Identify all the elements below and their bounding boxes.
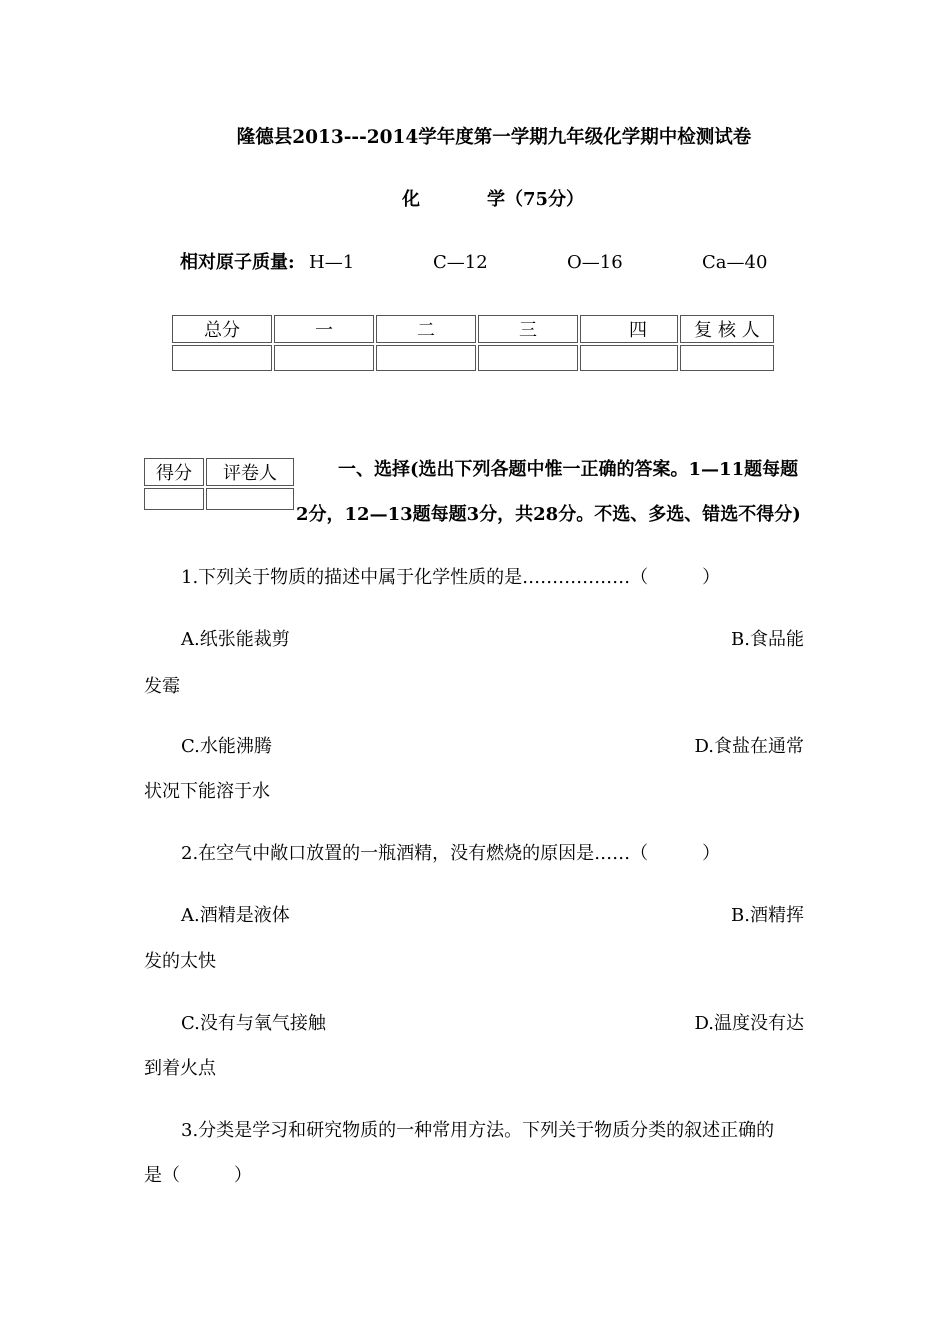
question-2-option-d-wrap: 到着火点: [144, 1058, 216, 1079]
score-cell-1: [274, 345, 374, 371]
question-1-option-b: B.食品能: [731, 629, 804, 650]
score-cell-4: [580, 345, 678, 371]
question-2-option-c: C.没有与氧气接触: [181, 1013, 326, 1034]
score-header-reviewer: 复 核 人: [680, 315, 774, 343]
question-1-option-a: A.纸张能裁剪: [181, 629, 290, 650]
grader-header-score: 得分: [144, 458, 204, 486]
score-cell-total: [172, 345, 272, 371]
score-cell-2: [376, 345, 476, 371]
subject-left: 化: [402, 189, 420, 210]
score-header-3: 三: [478, 315, 578, 343]
question-1-option-d-wrap: 状况下能溶于水: [144, 781, 270, 802]
atomic-mass-o: O—16: [567, 252, 623, 273]
atomic-mass-h: H—1: [309, 252, 355, 273]
score-header-4: 四: [580, 315, 678, 343]
question-3-stem-line2: 是（ ）: [144, 1165, 252, 1186]
score-table-header-row: [172, 315, 774, 343]
score-summary-table: [170, 313, 776, 373]
question-2-option-d: D.温度没有达: [694, 1013, 804, 1034]
score-header-2: 二: [376, 315, 476, 343]
question-1-option-d: D.食盐在通常: [694, 736, 804, 757]
score-table-entry-row: [172, 345, 774, 371]
section1-heading-line1: 一、选择(选出下列各题中惟一正确的答案。1—11题每题: [338, 459, 799, 480]
question-2-stem: 2.在空气中敞口放置的一瓶酒精，没有燃烧的原因是……（ ）: [181, 843, 721, 864]
score-header-total: 总分: [172, 315, 272, 343]
atomic-mass-c: C—12: [433, 252, 488, 273]
question-1-option-b-wrap: 发霉: [144, 676, 180, 697]
section1-grader-table: [142, 456, 296, 512]
grader-cell-grader: [206, 488, 294, 510]
section1-heading-line2: 2分，12—13题每题3分，共28分。不选、多选、错选不得分): [296, 504, 801, 525]
score-cell-reviewer: [680, 345, 774, 371]
atomic-mass-ca: Ca—40: [702, 252, 768, 273]
question-1-stem: 1.下列关于物质的描述中属于化学性质的是………………（ ）: [181, 567, 721, 588]
question-3-stem-line1: 3.分类是学习和研究物质的一种常用方法。下列关于物质分类的叙述正确的: [181, 1120, 775, 1141]
question-2-option-b-wrap: 发的太快: [144, 951, 216, 972]
atomic-mass-label: 相对原子质量:: [180, 252, 295, 273]
score-header-1: 一: [274, 315, 374, 343]
question-2-option-b: B.酒精挥: [731, 905, 804, 926]
question-2-option-a: A.酒精是液体: [181, 905, 290, 926]
document-title: 隆德县2013---2014学年度第一学期九年级化学期中检测试卷: [236, 127, 752, 148]
score-cell-3: [478, 345, 578, 371]
grader-header-row: [144, 458, 294, 486]
grader-cell-score: [144, 488, 204, 510]
subject-right: 学（75分）: [487, 189, 585, 210]
grader-entry-row: [144, 488, 294, 510]
question-1-option-c: C.水能沸腾: [181, 736, 272, 757]
grader-header-grader: 评卷人: [206, 458, 294, 486]
